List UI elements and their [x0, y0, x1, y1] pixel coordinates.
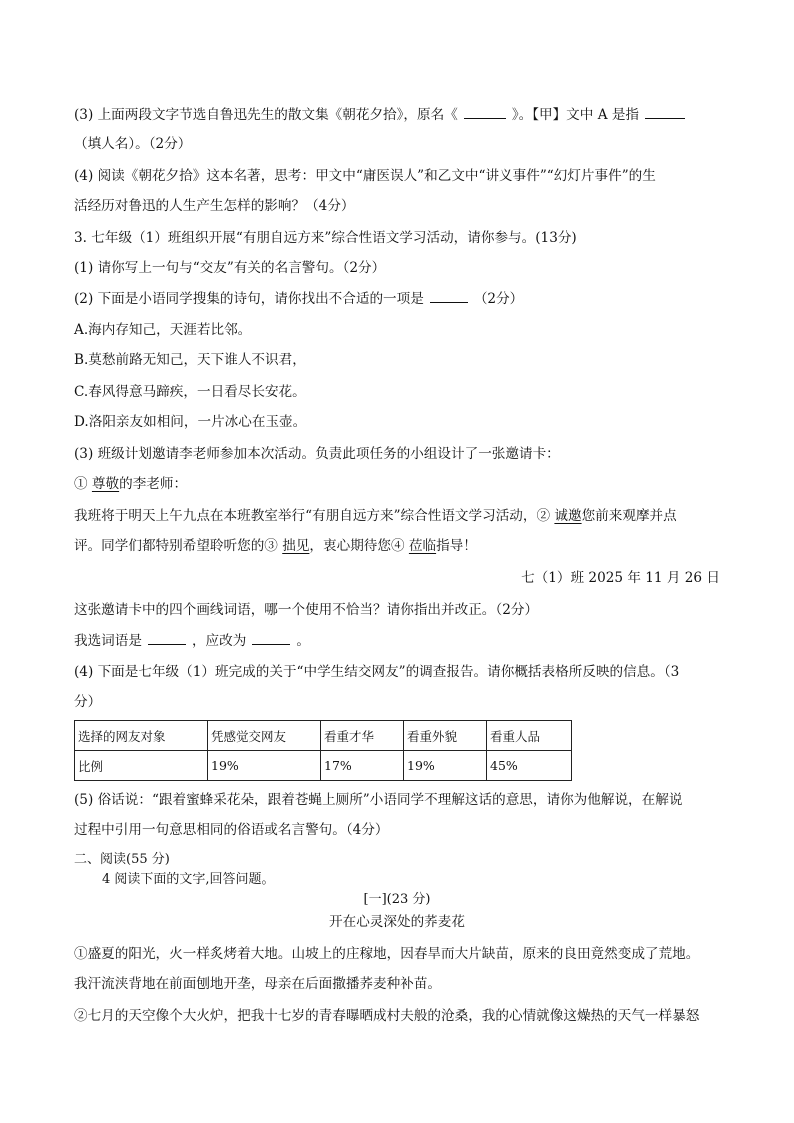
part-2-heading: 二、阅读(55 分)	[74, 852, 170, 867]
question-4-intro: 4 阅读下面的文字,回答问题。	[102, 872, 275, 887]
table-row	[75, 751, 572, 781]
section-3-q3: (3) 班级计划邀请李老师参加本次活动。负责此项任务的小组设计了一张邀请卡：	[74, 446, 560, 462]
table-cell: 看重人品	[487, 721, 572, 751]
question-3-4-line2: 活经历对鲁迅的人生产生怎样的影响？（4分）	[74, 198, 355, 214]
section-3-q3-task: 这张邀请卡中的四个画线词语，哪一个使用不恰当？请你指出并改正。（2分）	[74, 602, 539, 618]
section-3-q5-line2: 过程中引用一句意思相同的俗语或名言警句。（4分）	[74, 822, 389, 838]
underlined-word: 尊敬	[91, 476, 120, 492]
invitation-greeting: ① 尊敬的李老师：	[74, 476, 188, 492]
question-3-3-line2: （填人名）。（2分）	[74, 136, 192, 152]
survey-table	[74, 720, 572, 781]
table-cell: 45%	[487, 751, 572, 781]
table-cell: 19%	[404, 751, 487, 781]
table-row	[75, 721, 572, 751]
table-cell: 比例	[75, 751, 208, 781]
underlined-word: 诚邀	[554, 508, 582, 524]
paragraph-2-line1: ②七月的天空像个大火炉，把我十七岁的青春曝晒成村夫般的沧桑，我的心情就像这燥热的天气一样暴怒	[74, 1008, 700, 1024]
essay-title: 开在心灵深处的荞麦花	[329, 914, 465, 930]
section-3-q1: (1) 请你写上一句与“交友”有关的名言警句。（2分）	[74, 260, 386, 276]
subsection-heading: [一](23 分)	[363, 892, 431, 907]
invitation-body-line1: 我班将于明天上午九点在本班教室举行“有朋自远方来”综合性语文学习活动，② 诚邀您前来观摩并点	[74, 508, 677, 524]
section-3-q3-answer: 我选词语是 ，应改为 。	[74, 630, 310, 651]
option-b: B.莫愁前路无知己，天下谁人不识君，	[74, 352, 306, 368]
table-cell: 17%	[321, 751, 404, 781]
question-3-3-line1: (3) 上面两段文字节选自鲁迅先生的散文集《朝花夕拾》，原名《 》。【甲】文中 A 是指	[74, 104, 685, 125]
underlined-word: 拙见	[282, 538, 310, 554]
section-3-q5-line1: (5) 俗话说：“跟着蜜蜂采花朵，跟着苍蝇上厕所”小语同学不理解这话的意思，请你为他解说，在解说	[74, 792, 683, 808]
invitation-body-line2: 评。同学们都特别希望聆听您的③ 拙见，衷心期待您④ 莅临指导！	[74, 538, 477, 554]
answer-blank[interactable]	[148, 630, 186, 645]
answer-blank[interactable]	[430, 288, 468, 303]
section-3-heading: 3. 七年级（1）班组织开展“有朋自远方来”综合性语文学习活动，请你参与。(13分)	[74, 230, 577, 246]
answer-blank[interactable]	[464, 104, 506, 119]
paragraph-1-line1: ①盛夏的阳光，火一样炙烤着大地。山坡上的庄稼地，因春旱而大片缺苗，原来的良田竟然变成了荒地。	[74, 946, 700, 962]
table-cell: 看重外貌	[404, 721, 487, 751]
option-d: D.洛阳亲友如相问，一片冰心在玉壶。	[74, 414, 307, 430]
table-cell: 看重才华	[321, 721, 404, 751]
section-3-q4-line1: (4) 下面是七年级（1）班完成的关于“中学生结交网友”的调查报告。请你概括表格所反映的信息。（3	[74, 664, 680, 680]
section-3-q4-line2: 分）	[74, 694, 102, 710]
paragraph-1-line2: 我汗流浃背地在前面刨地开垄，母亲在后面撒播荞麦种补苗。	[74, 976, 442, 992]
table-cell: 选择的网友对象	[75, 721, 208, 751]
option-a: A.海内存知己，天涯若比邻。	[74, 322, 252, 338]
question-3-4-line1: (4) 阅读《朝花夕拾》这本名著，思考：甲文中“庸医误人”和乙文中“讲义事件”“幻灯片事件”的生	[74, 168, 656, 184]
table-cell: 凭感觉交网友	[208, 721, 321, 751]
answer-blank[interactable]	[252, 630, 290, 645]
option-c: C.春风得意马蹄疾，一日看尽长安花。	[74, 384, 306, 400]
section-3-q2: (2) 下面是小语同学搜集的诗句，请你找出不合适的一项是 （2分）	[74, 288, 523, 309]
invitation-signature: 七（1）班 2025 年 11 月 26 日	[521, 570, 720, 586]
answer-blank[interactable]	[645, 104, 685, 119]
table-cell: 19%	[208, 751, 321, 781]
underlined-word: 莅临	[408, 538, 437, 554]
